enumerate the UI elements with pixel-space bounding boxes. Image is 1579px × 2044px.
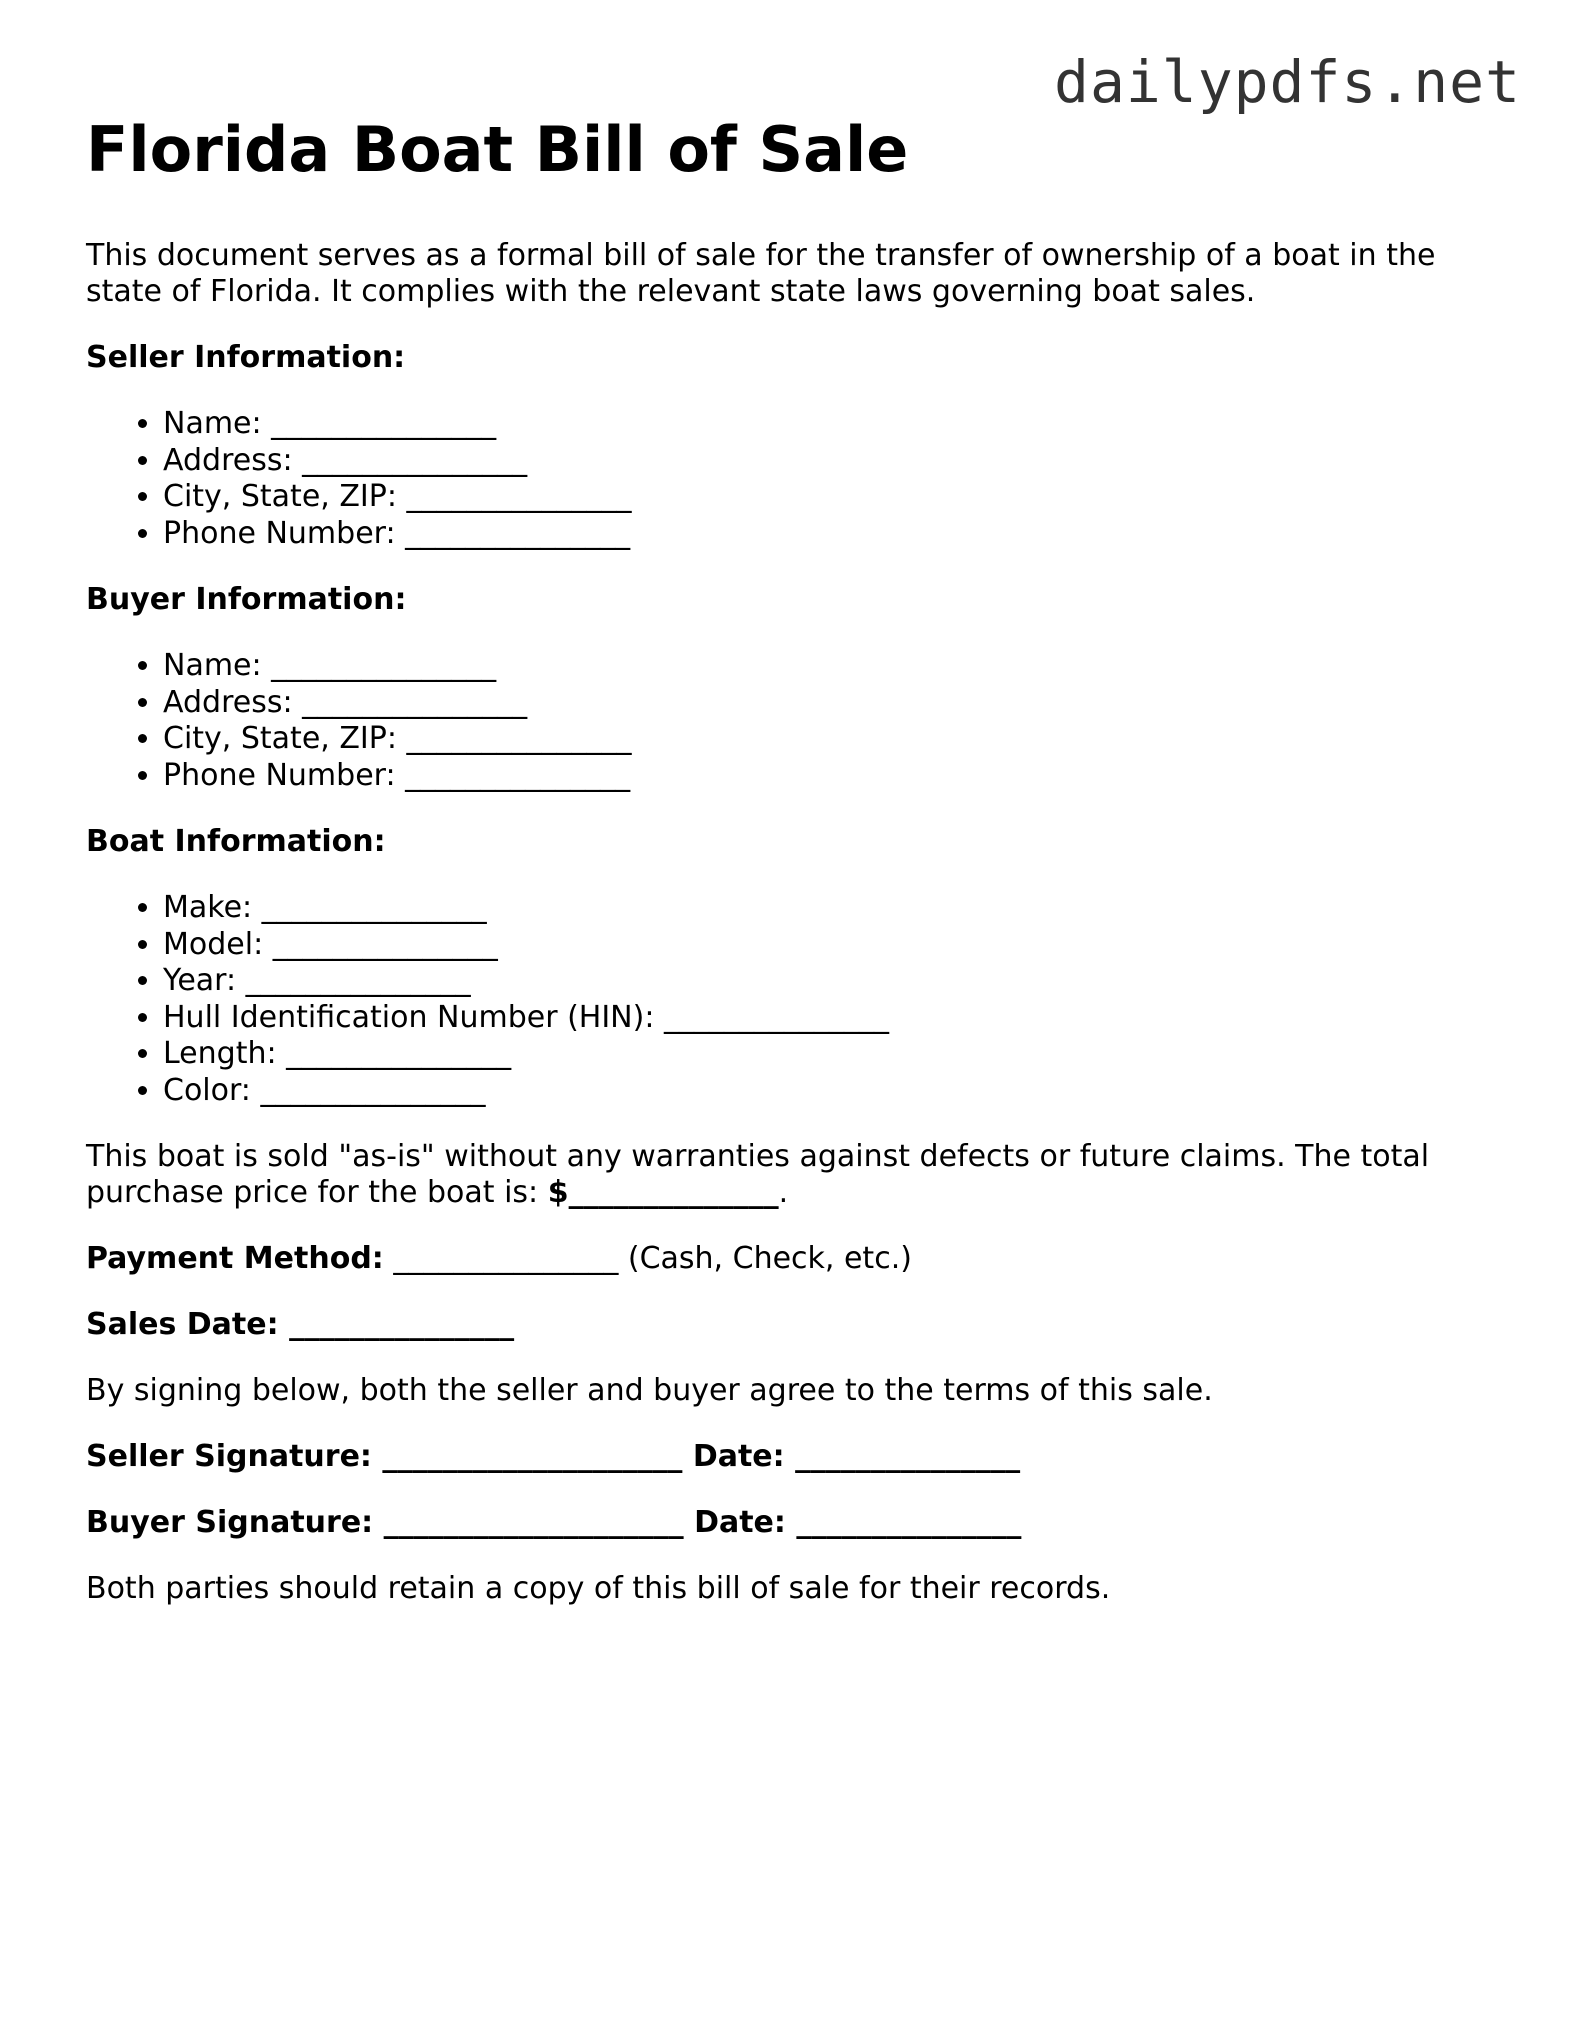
sales-date-field[interactable]: _______________	[278, 1307, 515, 1342]
boat-model-field[interactable]: • Model: _______________	[163, 927, 1506, 964]
payment-method-label: Payment Method:	[86, 1241, 384, 1276]
buyer-date-field[interactable]: _______________	[785, 1505, 1022, 1540]
sales-date-line	[86, 1307, 1506, 1343]
seller-date-label: Date:	[692, 1439, 785, 1474]
boat-year-field[interactable]: • Year: _______________	[163, 963, 1506, 1000]
buyer-heading: Buyer Information:	[86, 582, 407, 617]
buyer-address-field[interactable]: • Address: _______________	[163, 685, 1506, 722]
agreement-paragraph: By signing below, both the seller and buyer agree to the terms of this sale.	[86, 1373, 1213, 1408]
seller-signature-line	[86, 1439, 1506, 1475]
document-page	[86, 108, 1506, 1637]
boat-heading: Boat Information:	[86, 824, 386, 859]
boat-fields	[86, 890, 1506, 1109]
seller-name-field[interactable]: • Name: _______________	[163, 406, 1506, 443]
boat-make-field[interactable]: • Make: _______________	[163, 890, 1506, 927]
boat-color-field[interactable]: • Color: _______________	[163, 1073, 1506, 1110]
seller-heading: Seller Information:	[86, 340, 406, 375]
buyer-fields	[86, 648, 1506, 794]
buyer-name-field[interactable]: • Name: _______________	[163, 648, 1506, 685]
price-end: .	[778, 1175, 789, 1210]
price-paragraph	[86, 1139, 1506, 1211]
buyer-phone-field[interactable]: • Phone Number: _______________	[163, 758, 1506, 795]
watermark: dailypdfs.net	[1054, 48, 1521, 116]
buyer-signature-field[interactable]: ____________________	[373, 1505, 695, 1540]
price-amount-field[interactable]: $______________	[547, 1175, 779, 1210]
price-text: This boat is sold "as-is" without any warranties against defects or future claims. The total purchase price for the boat is:	[86, 1139, 1430, 1210]
seller-signature-label: Seller Signature:	[86, 1439, 372, 1474]
seller-phone-field[interactable]: • Phone Number: _______________	[163, 516, 1506, 553]
buyer-city-state-zip-field[interactable]: • City, State, ZIP: _______________	[163, 721, 1506, 758]
document-title: Florida Boat Bill of Sale	[86, 113, 909, 186]
buyer-signature-line	[86, 1505, 1506, 1541]
boat-hin-field[interactable]: • Hull Identification Number (HIN): _______________	[163, 1000, 1506, 1037]
seller-fields	[86, 406, 1506, 552]
closing-paragraph: Both parties should retain a copy of this bill of sale for their records.	[86, 1571, 1111, 1606]
seller-signature-field[interactable]: ____________________	[371, 1439, 693, 1474]
intro-paragraph: This document serves as a formal bill of sale for the transfer of ownership of a boat in the state of Florida. It complies with the relevant state laws governing boat sales.	[86, 238, 1436, 309]
seller-city-state-zip-field[interactable]: • City, State, ZIP: _______________	[163, 479, 1506, 516]
payment-method-field[interactable]: _______________ (Cash, Check, etc.)	[383, 1241, 912, 1276]
sales-date-label: Sales Date:	[86, 1307, 279, 1342]
payment-method-line	[86, 1241, 1506, 1277]
boat-length-field[interactable]: • Length: _______________	[163, 1036, 1506, 1073]
seller-date-field[interactable]: _______________	[784, 1439, 1021, 1474]
seller-address-field[interactable]: • Address: _______________	[163, 443, 1506, 480]
buyer-signature-label: Buyer Signature:	[86, 1505, 374, 1540]
buyer-date-label: Date:	[694, 1505, 786, 1540]
